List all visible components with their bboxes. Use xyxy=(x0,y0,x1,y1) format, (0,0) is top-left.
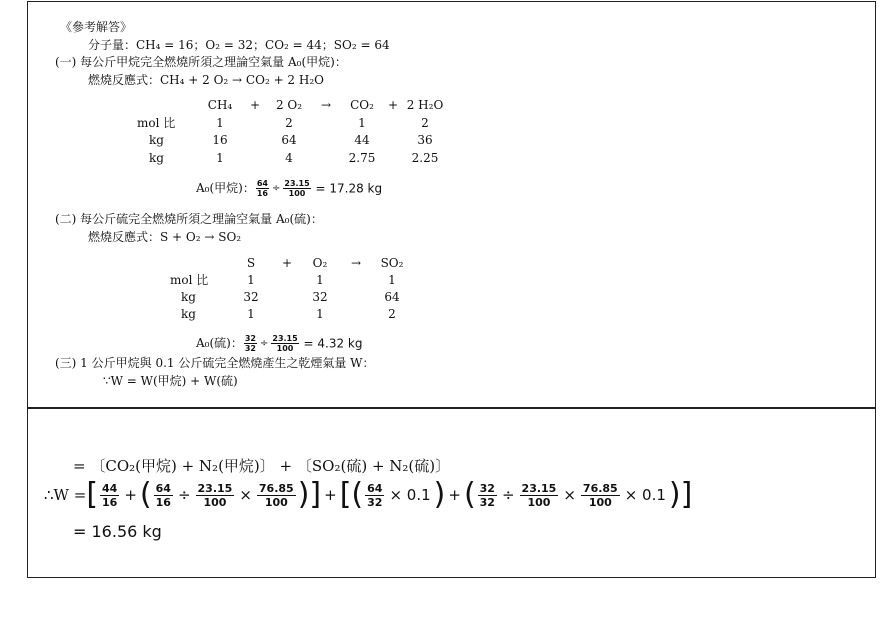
part2-row1-c2: 1 xyxy=(316,273,324,287)
part2-result-formula xyxy=(196,333,362,354)
answer-title: 《參考解答》 xyxy=(60,20,133,34)
part2-row2-label: kg xyxy=(181,290,196,304)
part2-heading: (二) 每公斤硫完全燃燒所須之理論空氣量 A₀(硫)： xyxy=(55,212,323,226)
part1-row2-c3: 44 xyxy=(354,133,370,147)
part1-result-value: = 17.28 kg xyxy=(315,181,383,196)
part1-frac2: $\frac{23.15}{100}$ xyxy=(284,179,310,198)
part1-row3-c3: 2.75 xyxy=(348,151,376,165)
part2-row2-c3: 64 xyxy=(384,290,400,304)
frac-64-16: $\frac{64}{16}$ xyxy=(155,481,171,509)
part2-row3-label: kg xyxy=(181,307,196,321)
part2-header-s: S xyxy=(246,256,256,270)
frac-32-32: $\frac{32}{32}$ xyxy=(479,481,495,509)
part1-row1-c4: 2 xyxy=(421,116,429,130)
part1-row1-c3: 1 xyxy=(358,116,366,130)
part1-header-plus2: + xyxy=(387,98,399,112)
part2-header-plus: + xyxy=(281,256,293,270)
part2-row3-c3: 2 xyxy=(388,307,396,321)
part1-divide: ÷ xyxy=(271,182,281,194)
part1-reaction: 燃燒反應式：CH₄ + 2 O₂ → CO₂ + 2 H₂O xyxy=(88,73,324,87)
part2-frac1: $\frac{32}{32}$ xyxy=(244,334,256,353)
part1-header-plus1: + xyxy=(249,98,261,112)
part2-row3-c2: 1 xyxy=(316,307,324,321)
part1-row2-c2: 64 xyxy=(281,133,297,147)
part2-divide: ÷ xyxy=(259,337,269,349)
part1-row1-label: mol 比 xyxy=(137,116,176,130)
part2-header-arrow: → xyxy=(350,256,362,270)
part2-frac2: $\frac{23.15}{100}$ xyxy=(272,334,298,353)
part1-row1-c2: 2 xyxy=(285,116,293,130)
part2-result-value: = 4.32 kg xyxy=(303,336,363,351)
frac-2315-100-b: $\frac{23.15}{100}$ xyxy=(521,481,557,509)
part2-row1-label: mol 比 xyxy=(170,273,209,287)
bottom-formula: ∴W = [ $\frac{44}{16}$ + ( $\frac{64}{16}$ ÷ $\frac{23.15}{100}$ × $\frac{76.85}{100}$ )] + [( $\frac{64}{32}$ × 0.1 ) + ( $\frac{32}{32}$ ÷ $\frac{23.15}{100}$ × $\frac{76.85}{100}$ × 0.1 )] xyxy=(44,477,693,512)
part1-row2-c4: 36 xyxy=(417,133,433,147)
part3-because: ∵W = W(甲烷) + W(硫) xyxy=(103,374,238,388)
part1-row3-label: kg xyxy=(149,151,164,165)
part1-header-co2: CO₂ xyxy=(350,98,374,112)
part1-row3-c4: 2.25 xyxy=(411,151,439,165)
frac-64-32: $\frac{64}{32}$ xyxy=(367,481,383,509)
part1-heading: (一) 每公斤甲烷完全燃燒所須之理論空氣量 A₀(甲烷)： xyxy=(55,55,347,69)
part1-frac1: $\frac{64}{16}$ xyxy=(256,179,268,198)
part1-row3-c2: 4 xyxy=(285,151,293,165)
part1-header-h2o: 2 H₂O xyxy=(406,98,444,112)
bottom-line1: = 〔CO₂(甲烷) + N₂(甲烷)〕 + 〔SO₂(硫) + N₂(硫)〕 xyxy=(73,457,451,475)
part2-header-o2: O₂ xyxy=(312,256,328,270)
part2-row3-c1: 1 xyxy=(247,307,255,321)
part1-row2-c1: 16 xyxy=(212,133,228,147)
part1-row3-c1: 1 xyxy=(216,151,224,165)
frac-44-16: $\frac{44}{16}$ xyxy=(102,481,118,509)
part2-reaction: 燃燒反應式：S + O₂ → SO₂ xyxy=(88,230,242,244)
part2-row2-c1: 32 xyxy=(243,290,259,304)
part2-row1-c1: 1 xyxy=(247,273,255,287)
part1-header-arrow: → xyxy=(320,98,332,112)
part1-row1-c1: 1 xyxy=(216,116,224,130)
part2-result-label: A₀(硫)： xyxy=(196,336,243,350)
frac-7685-100-a: $\frac{76.85}{100}$ xyxy=(258,481,294,509)
part2-row2-c2: 32 xyxy=(312,290,328,304)
part1-row2-label: kg xyxy=(149,133,164,147)
part2-row1-c3: 1 xyxy=(388,273,396,287)
part1-header-o2: 2 O₂ xyxy=(275,98,303,112)
frac-7685-100-b: $\frac{76.85}{100}$ xyxy=(582,481,618,509)
part1-result-label: A₀(甲烷)： xyxy=(196,181,255,195)
molar-mass-line: 分子量：CH₄ = 16；O₂ = 32；CO₂ = 44；SO₂ = 64 xyxy=(88,38,390,52)
therefore-w: ∴W = xyxy=(44,486,87,504)
part1-header-ch4: CH₄ xyxy=(207,98,233,112)
part1-result-formula xyxy=(196,178,382,199)
part2-header-so2: SO₂ xyxy=(380,256,404,270)
frac-2315-100-a: $\frac{23.15}{100}$ xyxy=(197,481,233,509)
bottom-result: = 16.56 kg xyxy=(73,522,162,541)
part3-heading: (三) 1 公斤甲烷與 0.1 公斤硫完全燃燒產生之乾煙氣量 W： xyxy=(55,356,375,370)
